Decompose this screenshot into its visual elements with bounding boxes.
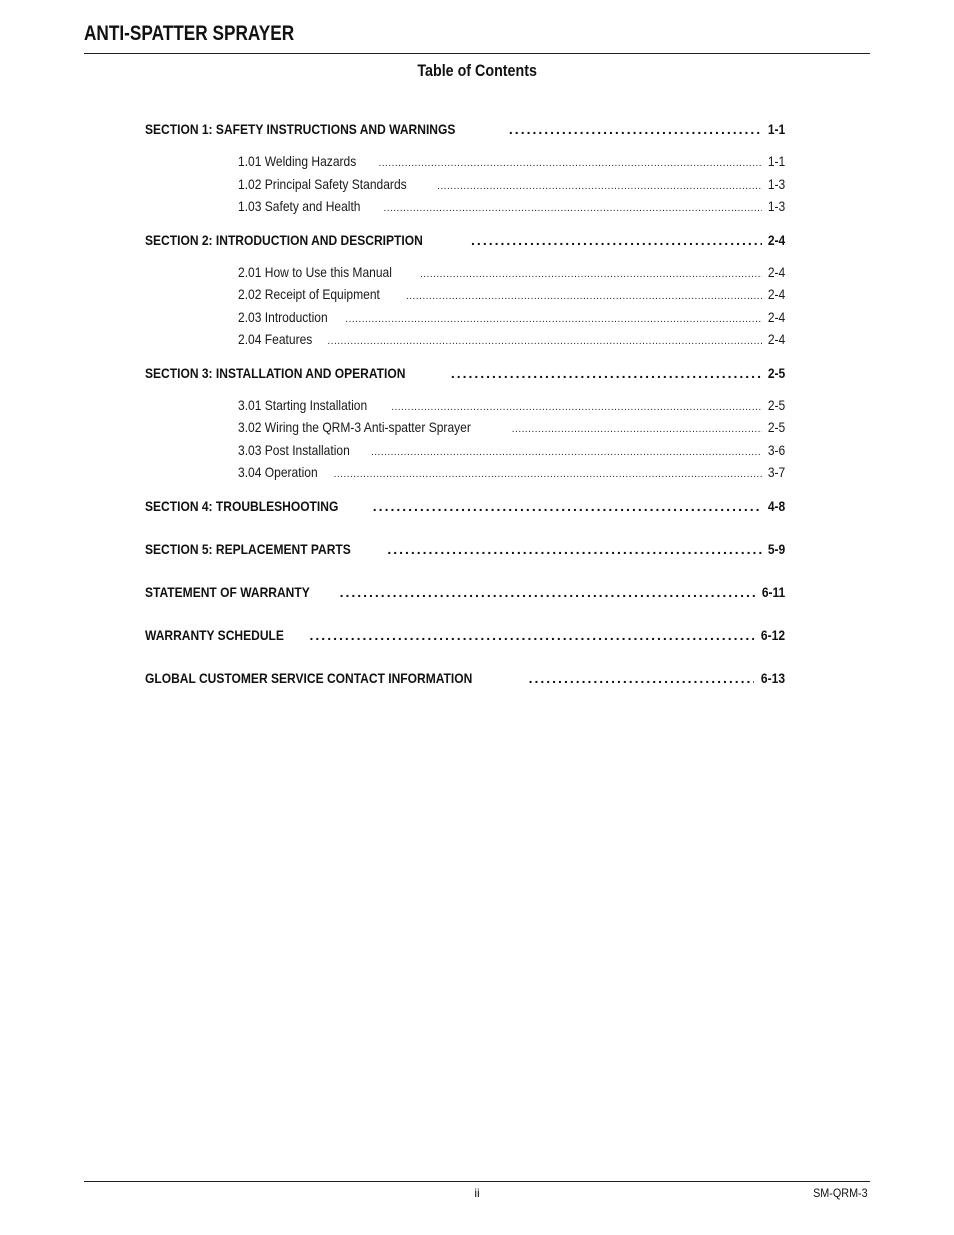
toc-section-label: GLOBAL CUSTOMER SERVICE CONTACT INFORMATION: [145, 669, 473, 686]
dot-leader: [437, 176, 762, 196]
footer-document-code: SM-QRM-3: [813, 1186, 868, 1200]
toc-page-number: 2-4: [767, 308, 785, 325]
dot-leader: [420, 264, 762, 284]
toc-section-3[interactable]: [145, 362, 785, 384]
toc-heading: [0, 61, 954, 81]
toc-item-label: 2.01 How to Use this Manual: [238, 263, 392, 280]
toc-page-number: 5-9: [767, 540, 785, 557]
toc-item-label: 3.02 Wiring the QRM-3 Anti-spatter Sprayer: [238, 419, 471, 435]
dot-leader: [529, 667, 754, 689]
toc-page-number: 2-5: [767, 364, 785, 381]
toc-item-2-01[interactable]: [145, 261, 785, 284]
toc-page-number: 1-3: [767, 198, 785, 214]
toc-item-label: 3.04 Operation: [238, 464, 318, 480]
toc-item-3-04[interactable]: [145, 461, 785, 484]
toc-item-3-03[interactable]: [145, 439, 785, 462]
toc-page-number: 1-1: [767, 153, 785, 169]
dot-leader: [310, 624, 754, 646]
toc-item-label: 2.04 Features: [238, 331, 313, 347]
toc-page-number: 1-3: [767, 175, 785, 192]
dot-leader: [327, 331, 761, 351]
dot-leader: [334, 464, 762, 484]
toc-item-label: 1.03 Safety and Health: [238, 198, 361, 214]
footer-divider: [84, 1181, 870, 1182]
toc-item-2-02[interactable]: [145, 283, 785, 306]
dot-leader: [509, 118, 762, 140]
dot-leader: [373, 495, 762, 517]
toc-item-3-02[interactable]: [145, 416, 785, 439]
toc-item-1-02[interactable]: [145, 173, 785, 196]
toc-warranty-schedule[interactable]: [145, 624, 785, 646]
toc-global-customer-service[interactable]: [145, 667, 785, 689]
toc-item-2-04[interactable]: [145, 328, 785, 351]
dot-leader: [471, 229, 762, 251]
toc-item-label: 2.02 Receipt of Equipment: [238, 286, 380, 302]
toc-section-label: STATEMENT OF WARRANTY: [145, 583, 310, 600]
toc-section-label: SECTION 1: SAFETY INSTRUCTIONS AND WARNINGS: [145, 121, 456, 137]
toc-page-number: 1-1: [767, 121, 785, 137]
dot-leader: [345, 309, 761, 329]
toc-page-number: 6-13: [760, 669, 785, 686]
toc-statement-of-warranty[interactable]: [145, 581, 785, 603]
dot-leader: [383, 198, 761, 218]
toc-page-number: 2-5: [767, 419, 785, 435]
toc-page-number: 2-4: [767, 263, 785, 280]
toc-item-label: 3.01 Starting Installation: [238, 396, 368, 413]
toc-item-1-01[interactable]: [145, 150, 785, 173]
toc-section-5[interactable]: [145, 538, 785, 560]
dot-leader: [340, 581, 755, 603]
table-of-contents: [145, 118, 785, 689]
toc-item-label: 1.02 Principal Safety Standards: [238, 175, 407, 192]
dot-leader: [371, 442, 762, 462]
toc-heading-text: Table of Contents: [417, 61, 537, 80]
toc-section-4[interactable]: [145, 495, 785, 517]
toc-page-number: 2-5: [767, 396, 785, 413]
toc-section-label: WARRANTY SCHEDULE: [145, 626, 284, 643]
toc-section-label: SECTION 4: TROUBLESHOOTING: [145, 497, 339, 514]
toc-page-number: 2-4: [767, 231, 785, 248]
toc-section-label: SECTION 3: INSTALLATION AND OPERATION: [145, 364, 406, 381]
toc-section-label: SECTION 2: INTRODUCTION AND DESCRIPTION: [145, 231, 423, 248]
toc-page-number: 2-4: [767, 286, 785, 302]
toc-page-number: 6-11: [761, 583, 785, 600]
toc-page-number: 4-8: [767, 497, 785, 514]
toc-item-label: 3.03 Post Installation: [238, 441, 350, 458]
toc-page-number: 2-4: [767, 331, 785, 347]
toc-page-number: 6-12: [760, 626, 785, 643]
toc-page-number: 3-6: [767, 441, 785, 458]
header-divider: [84, 53, 870, 54]
dot-leader: [391, 397, 762, 417]
toc-item-label: 2.03 Introduction: [238, 308, 328, 325]
dot-leader: [512, 419, 762, 439]
dot-leader: [387, 538, 761, 560]
dot-leader: [406, 286, 762, 306]
document-title: ANTI-SPATTER SPRAYER: [84, 22, 295, 45]
toc-item-3-01[interactable]: [145, 394, 785, 417]
toc-section-label: SECTION 5: REPLACEMENT PARTS: [145, 540, 351, 557]
toc-item-label: 1.01 Welding Hazards: [238, 153, 357, 169]
toc-section-1[interactable]: [145, 118, 785, 140]
footer-page-number: ii: [474, 1186, 480, 1200]
dot-leader: [451, 362, 762, 384]
toc-section-2[interactable]: [145, 229, 785, 251]
toc-item-2-03[interactable]: [145, 306, 785, 329]
dot-leader: [378, 153, 761, 173]
toc-page-number: 3-7: [767, 464, 785, 480]
toc-item-1-03[interactable]: [145, 195, 785, 218]
